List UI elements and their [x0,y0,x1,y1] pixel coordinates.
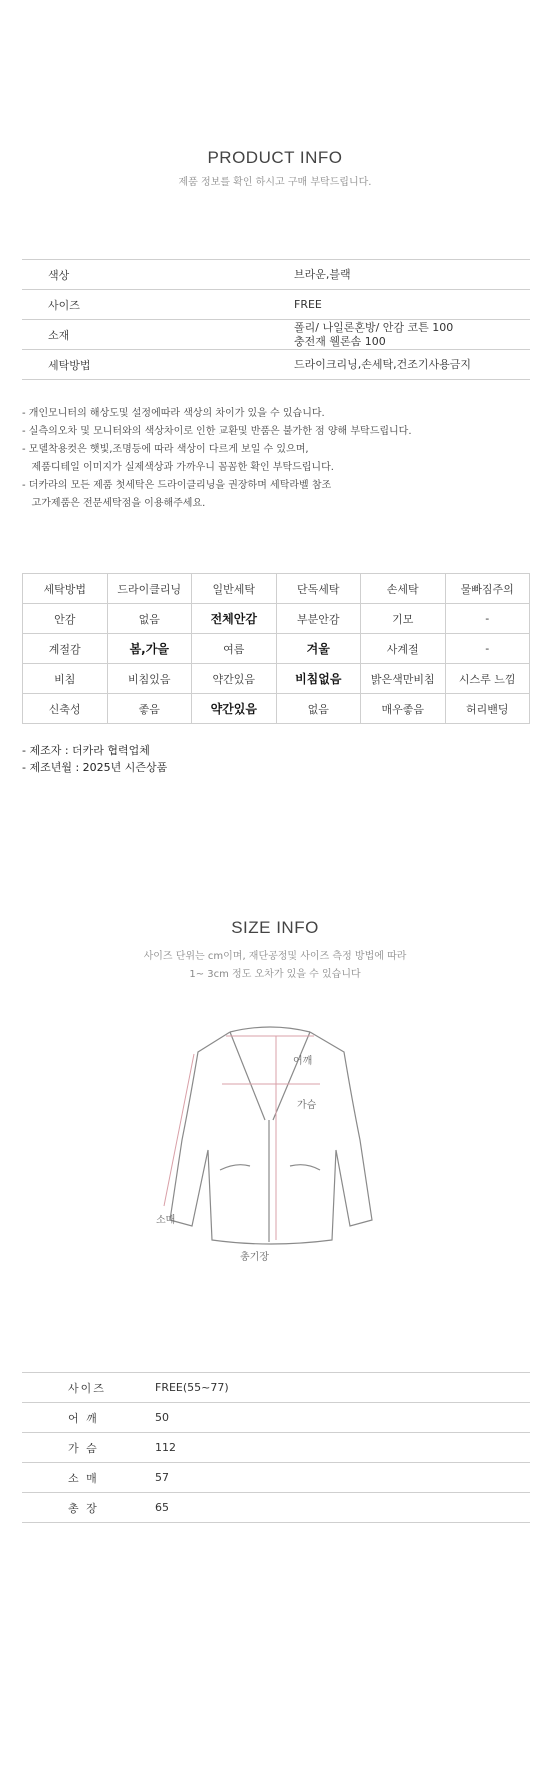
info-row-color [22,260,530,290]
size-label: 어 깨 [68,1411,99,1425]
maker-info [22,742,167,776]
info-row-washing [22,350,530,380]
table-cell: 없음 [276,694,361,724]
info-label: 소재 [48,328,70,342]
table-cell: 기모 [361,604,446,634]
table-row-label: 비침 [23,664,108,694]
material-line-1: 폴리/ 나일론혼방/ 안감 코튼 100 [294,320,454,334]
size-row [22,1373,530,1403]
table-cell: 약간있음 [192,664,277,694]
table-row-label: 안감 [23,604,108,634]
manufacturer-text: - 제조자 : 더카라 협력업체 [22,744,150,757]
table-cell-selected: 겨울 [276,634,361,664]
size-label: 총 장 [68,1501,99,1515]
product-info-title: PRODUCT INFO [207,148,343,167]
coat-sketch-icon [150,1020,390,1260]
size-value: 112 [155,1441,176,1454]
note-item: 고가제품은 전문세탁점을 이용해주세요. [22,498,206,509]
table-header-cell: 손세탁 [361,574,446,604]
table-cell: 부분안감 [276,604,361,634]
length-label: 총기장 [240,1252,269,1263]
table-cell-selected: 전체안감 [192,604,277,634]
table-cell: 여름 [192,634,277,664]
table-header-cell: 물빠짐주의 [445,574,530,604]
size-value: 65 [155,1501,169,1514]
info-row-material [22,320,530,350]
note-item: - 모델착용컷은 햇빛,조명등에 따라 색상이 다르게 보일 수 있으며, [22,444,309,455]
table-header-cell: 일반세탁 [192,574,277,604]
table-cell: 허리밴딩 [445,694,530,724]
size-value: FREE(55~77) [155,1381,229,1394]
table-cell: 밝은색만비침 [361,664,446,694]
chest-label: 가슴 [297,1100,317,1111]
table-header-cell: 드라이클리닝 [107,574,192,604]
table-row [23,574,530,604]
table-cell: 비침있음 [107,664,192,694]
size-table [22,1372,530,1523]
notes-list [22,405,412,513]
table-header-cell: 단독세탁 [276,574,361,604]
table-cell: - [445,604,530,634]
table-cell-selected: 비침없음 [276,664,361,694]
size-value: 57 [155,1471,169,1484]
note-item: - 개인모니터의 해상도및 설정에따라 색상의 차이가 있을 수 있습니다. [22,408,325,419]
size-info-subtitle-1: 사이즈 단위는 cm이며, 재단공정및 사이즈 측정 방법에 따라 [143,951,407,962]
info-label: 세탁방법 [48,358,91,372]
manufacture-date-text: - 제조년월 : 2025년 시즌상품 [22,761,168,774]
product-info-table [22,259,530,380]
table-row [23,694,530,724]
table-row-label: 계절감 [23,634,108,664]
note-item: 제품디테일 이미지가 실제색상과 가까우니 꼼꼼한 확인 부탁드립니다. [22,462,334,473]
table-cell: 없음 [107,604,192,634]
size-row [22,1463,530,1493]
size-row [22,1433,530,1463]
info-value: 드라이크리닝,손세탁,건조기사용금지 [294,357,472,371]
material-line-2: 충전재 웰론솜 100 [294,334,386,348]
table-cell-selected: 약간있음 [192,694,277,724]
shoulder-label: 어깨 [293,1056,313,1067]
table-row-label: 신축성 [23,694,108,724]
size-value: 50 [155,1411,169,1424]
table-row [23,664,530,694]
product-info-subtitle: 제품 정보를 확인 하시고 구매 부탁드립니다. [178,177,372,188]
size-info-subtitle-2: 1~ 3cm 정도 오차가 있을 수 있습니다 [189,969,361,980]
info-label: 사이즈 [48,298,80,312]
sleeve-label: 소매 [156,1215,176,1226]
size-info-title: SIZE INFO [231,918,319,937]
table-cell: 시스루 느낌 [445,664,530,694]
size-label: 소 매 [68,1471,99,1485]
info-value: FREE [294,297,322,311]
table-cell: 좋음 [107,694,192,724]
note-item: - 더카라의 모든 제품 첫세탁은 드라이클리닝을 권장하며 세탁라벨 참조 [22,480,332,491]
fabric-care-table [22,573,530,724]
table-cell: 사계절 [361,634,446,664]
table-cell-selected: 봄,가을 [107,634,192,664]
info-row-size [22,290,530,320]
table-header-cell: 세탁방법 [23,574,108,604]
table-row [23,634,530,664]
size-label: 사이즈 [68,1381,106,1395]
table-cell: - [445,634,530,664]
info-value [294,321,530,349]
size-row [22,1493,530,1523]
info-value: 브라운,블랙 [294,267,351,281]
note-item: - 실측의오차 및 모니터와의 색상차이로 인한 교환및 반품은 불가한 점 양해 부탁드립니다. [22,426,412,437]
size-label: 가 슴 [68,1441,99,1455]
info-label: 색상 [48,268,70,282]
size-row [22,1403,530,1433]
table-cell: 매우좋음 [361,694,446,724]
table-row [23,604,530,634]
garment-measurement-diagram [150,1020,390,1263]
